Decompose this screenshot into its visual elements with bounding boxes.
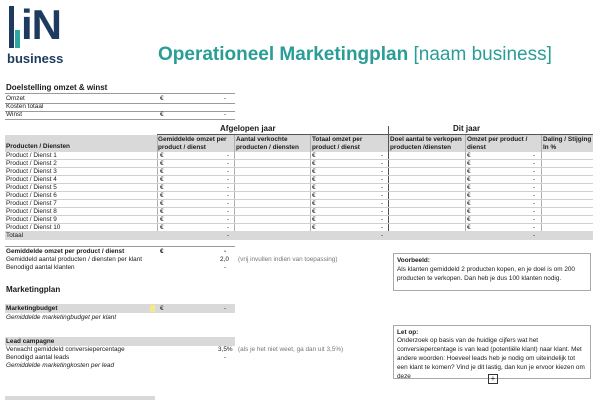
budget-value[interactable]: - [224, 305, 227, 312]
table-row-currency-total: € [312, 208, 316, 215]
table-row-currency-dit: € [467, 152, 471, 159]
table-row-omzet-dit: - [533, 216, 536, 223]
table-row-currency-total: € [312, 192, 316, 199]
col-gem-omzet: Gemiddelde omzet per product / dienst [158, 136, 227, 151]
table-row-currency-total: € [312, 168, 316, 175]
conversie-value[interactable]: 3,5% [218, 346, 233, 353]
table-row-currency: € [160, 200, 164, 207]
table-row-omzet[interactable]: - [227, 192, 230, 199]
table-row-omzet[interactable]: - [227, 208, 230, 215]
total-tot2: - [533, 232, 536, 239]
gem-omzet-cur: € [160, 248, 164, 255]
table-row-omzet[interactable]: - [227, 184, 230, 191]
voorbeeld-title: Voorbeeld: [397, 257, 430, 264]
table-row-omzet[interactable]: - [227, 200, 230, 207]
expand-plus-icon[interactable]: + [488, 374, 498, 384]
table-row-label: Product / Dienst 8 [6, 208, 57, 215]
total-label: Totaal [6, 232, 24, 239]
lead-heading: Lead campagne [6, 338, 55, 345]
leads-value: - [224, 354, 227, 361]
table-row-divider [5, 215, 593, 216]
table-row-omzet-dit: - [533, 176, 536, 183]
table-row-label: Product / Dienst 2 [6, 160, 57, 167]
table-row-currency-dit: € [467, 192, 471, 199]
logo-letters: iN [21, 1, 61, 48]
table-row-currency: € [160, 168, 164, 175]
table-row-divider [5, 207, 593, 208]
table-row-currency: € [160, 176, 164, 183]
winst-value[interactable]: - [224, 111, 227, 118]
leads-label: Benodigd aantal leads [6, 354, 70, 361]
table-row-currency: € [160, 192, 164, 199]
table-row-label: Product / Dienst 1 [6, 152, 57, 159]
winst-currency: € [160, 111, 164, 118]
table-row-omzet[interactable]: - [227, 216, 230, 223]
table-row-currency-dit: € [467, 208, 471, 215]
kosten-label: Kosten totaal [6, 103, 44, 110]
benodigd-klanten-label: Benodigd aantal klanten [6, 264, 75, 271]
table-row-omzet[interactable]: - [227, 152, 230, 159]
logo-bar-icon [9, 6, 14, 48]
omzet-value[interactable]: - [224, 95, 227, 102]
table-row-totaal: - [381, 200, 384, 207]
table-row-currency-dit: € [467, 176, 471, 183]
total-row-bg [5, 231, 593, 240]
table-row-omzet-dit: - [533, 208, 536, 215]
page-title [158, 44, 552, 66]
table-row-currency-dit: € [467, 200, 471, 207]
table-row-currency-dit: € [467, 184, 471, 191]
table-row-label: Product / Dienst 9 [6, 216, 57, 223]
logo-accent-icon [15, 30, 20, 48]
table-row-omzet-dit: - [533, 184, 536, 191]
table-row-divider [5, 199, 593, 200]
title-main: Operationeel Marketingplan [158, 44, 409, 65]
table-row-label: Product / Dienst 5 [6, 184, 57, 191]
table-row-omzet[interactable]: - [227, 224, 230, 231]
table-row-omzet-dit: - [533, 200, 536, 207]
total-tot: - [381, 232, 384, 239]
col-omzet-dit: Omzet per product / dienst [467, 136, 528, 151]
table-row-currency: € [160, 224, 164, 231]
voorbeeld-box [393, 253, 591, 291]
table-row-currency-total: € [312, 224, 316, 231]
table-row-currency-total: € [312, 216, 316, 223]
gem-aantal-value[interactable]: 2,0 [220, 256, 229, 263]
gem-aantal-label: Gemiddeld aantal producten / diensten per klant [6, 256, 143, 263]
table-row-label: Product / Dienst 7 [6, 200, 57, 207]
table-row-currency-dit: € [467, 168, 471, 175]
table-row-omzet-dit: - [533, 192, 536, 199]
table-row-currency-total: € [312, 184, 316, 191]
marketingplan-heading: Marketingplan [6, 285, 61, 294]
table-row-currency-dit: € [467, 216, 471, 223]
col-producten: Producten / Diensten [6, 143, 70, 150]
table-row-currency-total: € [312, 200, 316, 207]
table-row-totaal: - [381, 176, 384, 183]
table-row-totaal: - [381, 152, 384, 159]
bottom-row-bg [5, 396, 155, 400]
omzet-label: Omzet [6, 95, 25, 102]
table-row-totaal: - [381, 224, 384, 231]
table-row-label: Product / Dienst 6 [6, 192, 57, 199]
conversie-label: Verwacht gemiddeld conversiepercentage [6, 346, 125, 353]
table-row-currency: € [160, 208, 164, 215]
table-row-omzet[interactable]: - [227, 176, 230, 183]
total-val: - [227, 232, 230, 239]
omzet-currency: € [160, 95, 164, 102]
budget-cur: € [160, 305, 164, 312]
table-row-label: Product / Dienst 4 [6, 176, 57, 183]
table-row-label: Product / Dienst 10 [6, 224, 61, 231]
table-row-divider [5, 183, 593, 184]
logo-word: business [7, 51, 64, 66]
table-row-divider [5, 159, 593, 160]
conversie-note: (als je het niet weet, ga dan uit 3,5%) [238, 346, 344, 353]
table-row-totaal: - [381, 216, 384, 223]
voorbeeld-text: Als klanten gemiddeld 2 producten kopen, en je doel is om 200 producten te verkopen. Dan heb je dus 100 klanten nodig. [397, 266, 575, 282]
table-row-currency: € [160, 152, 164, 159]
table-row-omzet-dit: - [533, 152, 536, 159]
table-row-currency: € [160, 216, 164, 223]
table-row-omzet-dit: - [533, 168, 536, 175]
table-row-omzet-dit: - [533, 224, 536, 231]
budget-input-marker[interactable] [150, 305, 155, 312]
title-sub: [naam business] [413, 44, 552, 65]
gem-aantal-note: (vrij invullen indien van toepassing) [238, 256, 338, 263]
table-row-totaal: - [381, 168, 384, 175]
table-row-divider [5, 191, 593, 192]
col-daling: Daling / Stijging In % [543, 136, 592, 151]
table-row-divider [5, 223, 593, 224]
table-row-currency-total: € [312, 176, 316, 183]
table-row-omzet[interactable]: - [227, 168, 230, 175]
table-row-label: Product / Dienst 3 [6, 168, 57, 175]
table-row-currency-dit: € [467, 224, 471, 231]
kosten-lead-label: Gemiddelde marketingkosten per lead [6, 362, 114, 369]
group-dit: Dit jaar [453, 124, 481, 133]
table-row-currency: € [160, 160, 164, 167]
table-row-totaal: - [381, 160, 384, 167]
table-row-divider [5, 175, 593, 176]
col-aantal-verkocht: Aantal verkochte producten / diensten [236, 136, 299, 151]
table-row-omzet-dit: - [533, 160, 536, 167]
budget-sub: Gemiddelde marketingbudget per klant [6, 314, 117, 321]
col-totaal-omzet: Totaal omzet per product / dienst [312, 136, 363, 151]
table-row-totaal: - [381, 184, 384, 191]
table-row-totaal: - [381, 192, 384, 199]
gem-omzet-label: Gemiddelde omzet per product / dienst [6, 248, 125, 255]
winst-label: Winst [6, 111, 22, 118]
group-afgelopen: Afgelopen jaar [220, 124, 276, 133]
doelstelling-heading: Doelstelling omzet & winst [6, 83, 108, 92]
table-row-currency-total: € [312, 152, 316, 159]
letop-box [393, 325, 591, 379]
col-doel-aantal: Doel aantal te verkopen producten /diensten [390, 136, 462, 151]
table-row-omzet[interactable]: - [227, 160, 230, 167]
letop-title: Let op: [397, 329, 419, 336]
letop-text: Onderzoek op basis van de huidige cijfers wat het conversiepercentage is van lead (potentiële klant) naar klant. Met andere woorden: Hoeveel leads heb je nodig om uiteindelijk tot een klant te komen? Vind je dit lastig, dan kun je ervoor kiezen om deze [397, 337, 585, 380]
budget-label: Marketingbudget [6, 305, 58, 312]
table-row-divider [5, 167, 593, 168]
table-row-currency-dit: € [467, 160, 471, 167]
benodigd-klanten-value: - [224, 264, 227, 271]
table-row-totaal: - [381, 208, 384, 215]
table-row-currency: € [160, 184, 164, 191]
table-row-currency-total: € [312, 160, 316, 167]
gem-omzet-value: - [224, 248, 227, 255]
